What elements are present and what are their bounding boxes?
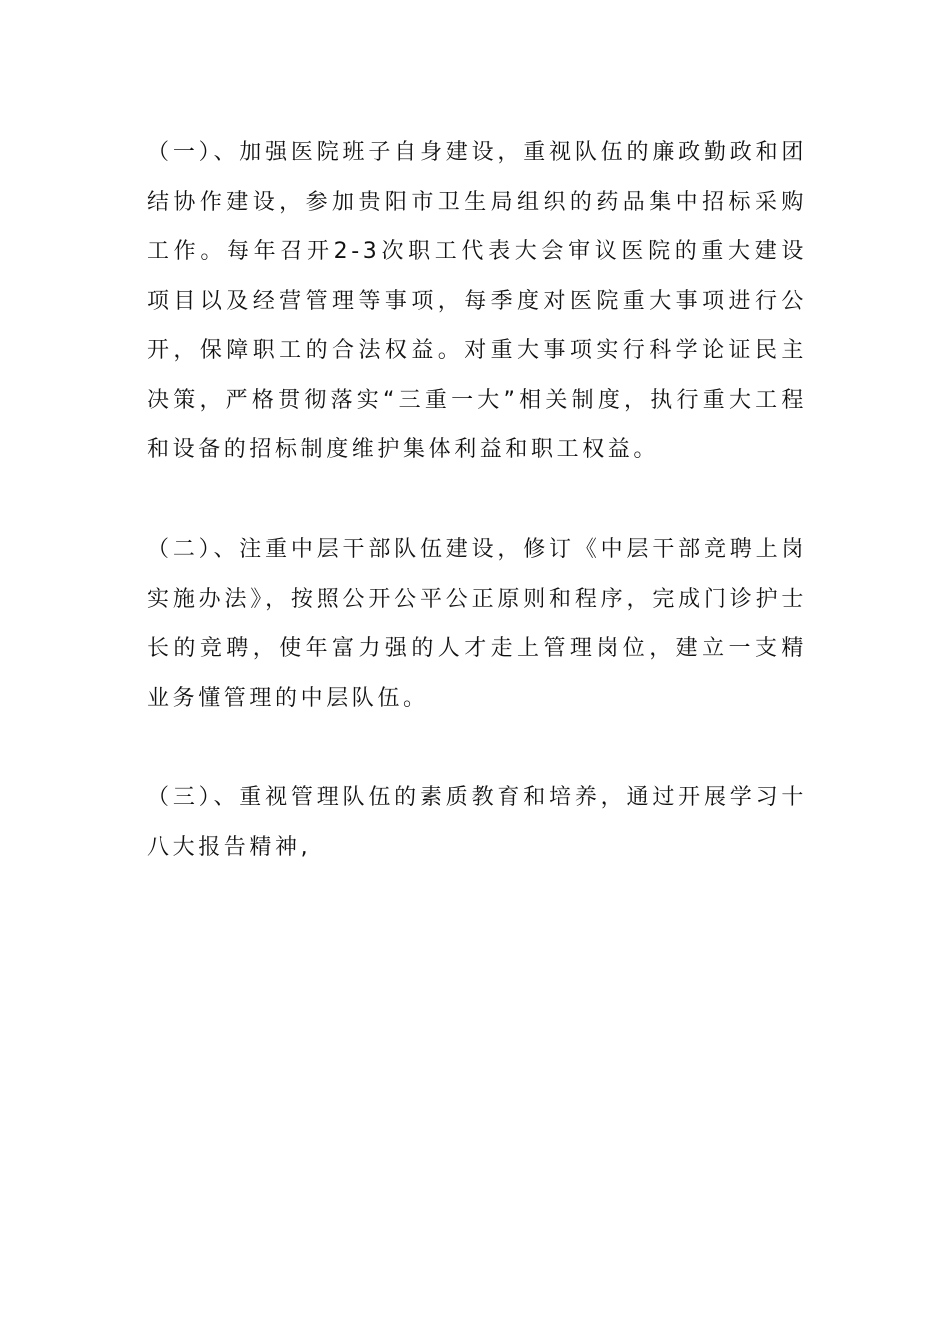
paragraph-3: （三）、重视管理队伍的素质教育和培养，通过开展学习十八大报告精神,: [147, 785, 807, 860]
paragraph-1: （一）、加强医院班子自身建设，重视队伍的廉政勤政和团结协作建设，参加贵阳市卫生局组织的药品集中招标采购工作。每年召开2-3次职工代表大会审议医院的重大建设项目以及经营管理等事项，每季度对医院重大事项进行公开，保障职工的合法权益。对重大事项实行科学论证民主决策，严格贯彻落实“三重一大”相关制度，执行重大工程和设备的招标制度维护集体利益和职工权益。: [147, 140, 807, 462]
paragraph-2: （二）、注重中层干部队伍建设，修订《中层干部竞聘上岗实施办法》，按照公开公平公正原则和程序，完成门诊护士长的竞聘，使年富力强的人才走上管理岗位，建立一支精业务懂管理的中层队伍。: [147, 537, 807, 711]
